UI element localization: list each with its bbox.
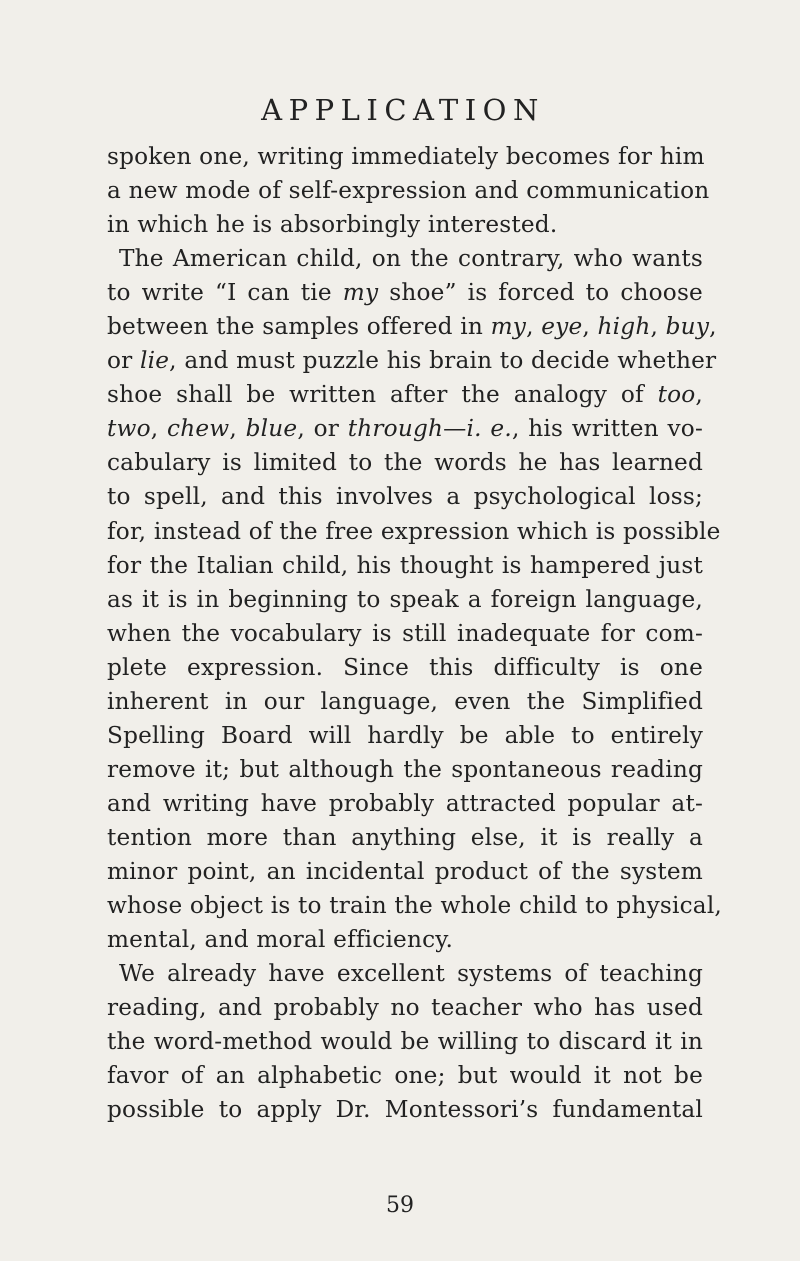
text-line: shoe shall be written after the analogy of too, [107,381,703,409]
text-line: or lie, and must puzzle his brain to decide whether [107,347,717,375]
body-text [107,140,723,1127]
text-line: the word-method would be willing to discard it in [107,1028,703,1056]
text-line: tention more than anything else, it is really a [107,823,703,851]
text-line: We already have excellent systems of teaching [119,960,703,988]
text-line: between the samples offered in my, eye, high, buy, [107,313,717,341]
page-number: 59 [386,1193,414,1218]
text-line: when the vocabulary is still inadequate for com- [107,619,703,647]
text-line: remove it; but although the spontaneous reading [107,755,703,783]
text-line: spoken one, writing immediately becomes for him [107,143,705,170]
text-line: to write “I can tie my shoe” is forced to choose [107,279,703,307]
text-line: as it is in beginning to speak a foreign language, [107,585,703,613]
text-line: for, instead of the free expression which is possible [107,517,721,545]
text-line: to spell, and this involves a psychological loss; [107,483,703,511]
text-line: favor of an alphabetic one; but would it not be [107,1062,703,1090]
text-line: cabulary is limited to the words he has learned [107,449,703,477]
text-line: two, chew, blue, or through—i. e., his written vo- [107,415,703,443]
text-line: whose object is to train the whole child to physical, [107,892,723,920]
text-line: in which he is absorbingly interested. [107,211,558,239]
text-line: a new mode of self-expression and communication [107,177,710,205]
text-line: reading, and probably no teacher who has used [107,994,703,1022]
running-head: APPLICATION [261,93,545,127]
text-line: Spelling Board will hardly be able to entirely [107,721,703,749]
text-line: possible to apply Dr. Montessori’s fundamental [107,1096,703,1124]
text-line: plete expression. Since this difficulty is one [107,653,703,681]
text-line: inherent in our language, even the Simplified [107,687,703,715]
text-line: and writing have probably attracted popular at- [107,789,703,817]
text-line: for the Italian child, his thought is hampered just [107,551,703,579]
text-line: mental, and moral efficiency. [107,926,454,954]
text-line: minor point, an incidental product of the system [107,857,703,885]
text-line: The American child, on the contrary, who wants [119,245,703,273]
